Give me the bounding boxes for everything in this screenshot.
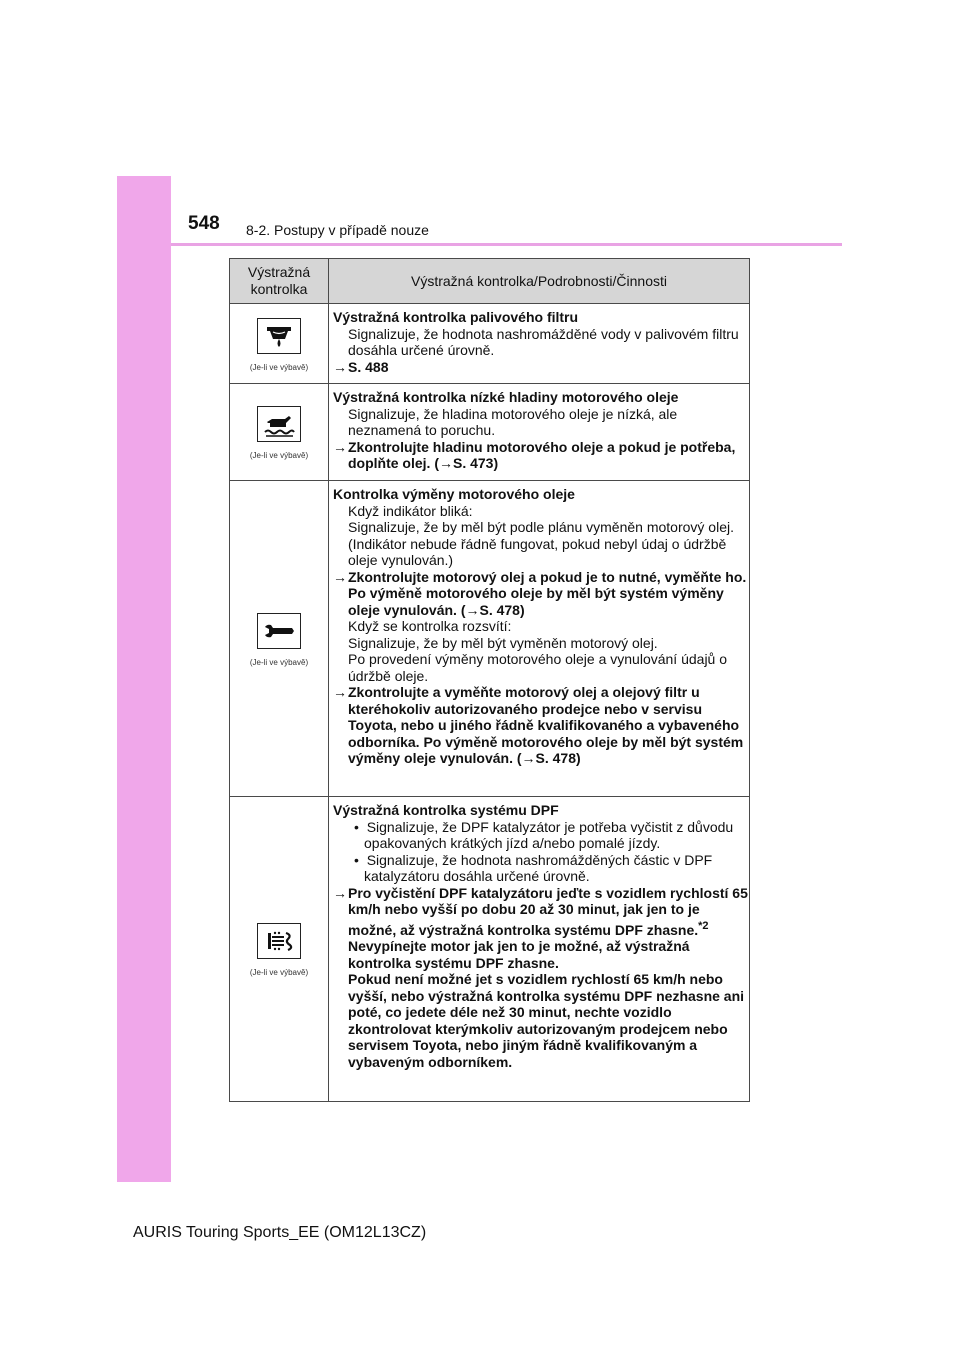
list-item-text: Signalizuje, že hodnota nashromážděných částic v DPF katalyzátoru dosáhla určené úrovně. [364, 851, 713, 884]
chapter-side-tab [117, 176, 171, 1182]
row-title: Výstražná kontrolka palivového filtru [333, 309, 579, 325]
arrow-icon: → [333, 438, 347, 455]
arrow-icon: → [333, 358, 347, 375]
blink-note: (Indikátor nebude řádně fungovat, pokud nebyl údaj o údržbě oleje vynulován.) [348, 535, 727, 568]
icon-cell [230, 384, 329, 481]
list-item: • Signalizuje, že DPF katalyzátor je potřeba vyčistit z důvodu opakovaných krátkých jízd a/nebo pomalé jízdy. [354, 818, 734, 851]
blink-label: Když indikátor bliká: [348, 502, 473, 519]
arrow-icon: → [333, 884, 347, 901]
arrow-icon: → [333, 568, 347, 585]
row-title: Výstražná kontrolka systému DPF [333, 802, 559, 818]
list-item: • Signalizuje, že hodnota nashromážděných částic v DPF katalyzátoru dosáhla určené úrovně. [354, 851, 713, 884]
row-body: Signalizuje, že hladina motorového oleje je nízká, ale neznamená to poruchu. [348, 405, 678, 438]
table-row [230, 797, 750, 1102]
page-reference-link[interactable]: S. 488 [348, 358, 389, 375]
table-header-row [230, 259, 750, 304]
blink-action-text: Zkontrolujte motorový olej a pokud je to nutné, vyměňte ho. Po výměně motorového oleje by měl být systém výměny oleje vynulován. (→S. 478) [348, 568, 747, 618]
footnote-ref: *2 [698, 919, 709, 932]
icon-cell [230, 304, 329, 384]
blink-body: Signalizuje, že by měl být podle plánu vyměněn motorový olej. [348, 519, 734, 535]
lit-note: Po provedení výměny motorového oleje a vynulování údajů o údržbě oleje. [348, 651, 728, 684]
icon-note: (Je-li ve výbavě) [249, 362, 309, 372]
row-action-text: Zkontrolujte hladinu motorového oleje a pokud je potřeba, doplňte olej. (→S. 473) [348, 438, 736, 471]
warning-lights-table [229, 258, 750, 1102]
lit-action [333, 684, 749, 767]
row-action-text: Pro vyčistění DPF katalyzátoru jeďte s vozidlem rychlostí 65 km/h nebo vyšší po dobu 20 až 30 minut, jak jen to je možné, až výstražná kontrolka systému DPF zhasne. [348, 884, 748, 938]
row-description [329, 304, 750, 384]
section-title: 8-2. Postupy v případě nouze [246, 222, 429, 238]
low-oil-level-icon [257, 406, 301, 442]
oil-change-wrench-icon [257, 613, 301, 649]
column-header-light: Výstražná kontrolka [230, 259, 329, 304]
row-extra [333, 938, 749, 971]
lit-body: Signalizuje, že by měl být vyměněn motorový olej. [348, 634, 658, 651]
fuel-filter-water-icon [257, 318, 301, 354]
row-action [333, 885, 749, 939]
row-title: Kontrolka výměny motorového oleje [333, 486, 575, 502]
row-action [333, 439, 749, 472]
row-action [333, 359, 749, 376]
icon-note: (Je-li ve výbavě) [249, 657, 309, 667]
lit-label: Když se kontrolka rozsvítí: [348, 618, 512, 634]
row-title: Výstražná kontrolka nízké hladiny motorového oleje [333, 389, 679, 405]
icon-note: (Je-li ve výbavě) [249, 968, 309, 977]
table-row [230, 481, 750, 797]
icon-cell [230, 797, 329, 1102]
header-divider [171, 243, 842, 246]
row-extra-text: Pokud není možné jet s vozidlem rychlostí 65 km/h nebo vyšší, nebo výstražná kontrolka systému DPF nezhasne ani poté, co jedete déle než 30 minut, nechte vozidlo zkontrolovat kterýmkoliv autorizovaným prodejcem nebo servisem Toyota, nebo jiným řádně kvalifikovaným a vybaveným odborníkem. [348, 971, 745, 1070]
row-extra [333, 971, 749, 1070]
list-item-text: Signalizuje, že DPF katalyzátor je potřeba vyčistit z důvodu opakovaných krátkých jízd a/nebo pomalé jízdy. [364, 818, 734, 851]
row-description [329, 384, 750, 481]
model-footer: AURIS Touring Sports_EE (OM12L13CZ) [133, 1224, 427, 1241]
table-row [230, 304, 750, 384]
icon-note: (Je-li ve výbavě) [249, 451, 309, 460]
table-row [230, 384, 750, 481]
lit-action-text: Zkontrolujte a vyměňte motorový olej a olejový filtr u kteréhokoliv autorizovaného prodejce nebo v servisu Toyota, nebo u jiného řádně kvalifikovaného a vybaveného odborníka. Po výměně motorového oleje by měl být systém výměny oleje vynulován. (→S. 478) [348, 684, 744, 766]
row-description [329, 797, 750, 1102]
column-header-details: Výstražná kontrolka/Podrobnosti/Činnosti [329, 259, 750, 304]
row-extra-text: Nevypínejte motor jak jen to je možné, až výstražná kontrolka systému DPF zhasne. [348, 938, 690, 971]
arrow-icon: → [333, 684, 347, 700]
dpf-system-icon [257, 923, 301, 959]
row-body: Signalizuje, že hodnota nashromážděné vody v palivovém filtru dosáhla určené úrovně. [348, 325, 739, 358]
page-number: 548 [188, 213, 220, 234]
icon-cell [230, 481, 329, 797]
row-description [329, 481, 750, 797]
blink-action [333, 569, 749, 619]
